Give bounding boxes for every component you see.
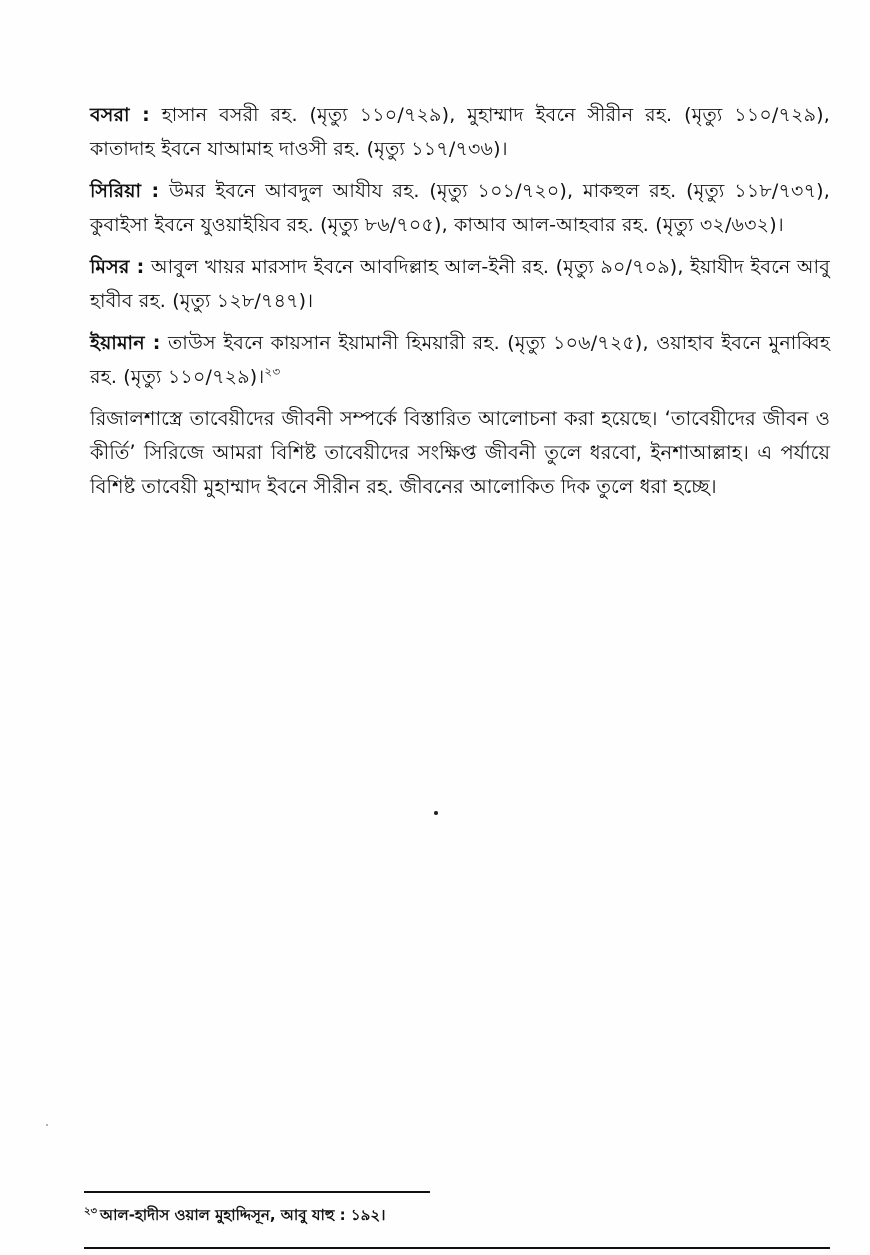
footnote-reference: ২৩ bbox=[264, 364, 281, 379]
region-label: সিরিয়া : bbox=[90, 180, 160, 202]
closing-paragraph: রিজালশাস্ত্রে তাবেয়ীদের জীবনী সম্পর্কে বিস্তারিত আলোচনা করা হয়েছে। ‘তাবেয়ীদের জীবন ও কীর্তি’ সিরিজে আমরা বিশিষ্ট তাবেয়ীদের সংক্ষিপ্ত জীবনী তুলে ধরবো, ইনশাআল্লাহ। এ পর্যায়ে বিশিষ্ট তাবেয়ী মুহাম্মাদ ইবনে সীরীন রহ. জীবনের আলোকিত দিক তুলে ধরা হচ্ছে। bbox=[90, 407, 830, 498]
region-paragraph-yemen bbox=[90, 326, 830, 394]
region-text: হাসান বসরী রহ. (মৃত্যু ১১০/৭২৯), মুহাম্মাদ ইবনে সীরীন রহ. (মৃত্যু ১১০/৭২৯), কাতাদাহ ইবনে যাআমাহ দাওসী রহ. (মৃত্যু ১১৭/৭৩৬)। bbox=[90, 104, 830, 160]
body-text bbox=[90, 98, 830, 524]
region-text: আবুল খায়র মারসাদ ইবনে আবদিল্লাহ আল-ইনী রহ. (মৃত্যু ৯০/৭০৯), ইয়াযীদ ইবনে আবু হাবীব রহ. (মৃত্যু ১২৮/৭৪৭)। bbox=[90, 256, 830, 312]
page-dot-mark bbox=[434, 811, 438, 815]
region-label: ইয়ামান : bbox=[90, 332, 161, 354]
footnote-text: আল-হাদীস ওয়াল মুহাদ্দিসূন, আবু যাহু : ১৯২। bbox=[100, 1206, 386, 1224]
region-text: তাউস ইবনে কায়সান ইয়ামানী হিময়ারী রহ. (মৃত্যু ১০৬/৭২৫), ওয়াহাব ইবনে মুনাব্বিহ রহ. (মৃত্যু ১১০/৭২৯)। bbox=[90, 332, 830, 388]
region-paragraph-syria bbox=[90, 174, 830, 242]
footnote-separator bbox=[84, 1191, 430, 1193]
region-label: মিসর : bbox=[90, 256, 145, 278]
bottom-rule bbox=[84, 1247, 830, 1249]
region-paragraph-egypt bbox=[90, 250, 830, 318]
page-speck-mark bbox=[46, 1124, 48, 1126]
region-paragraph-basra bbox=[90, 98, 830, 166]
footnote-number: ২৩ bbox=[84, 1206, 98, 1217]
footnote bbox=[84, 1204, 784, 1226]
region-text: উমর ইবনে আবদুল আযীয রহ. (মৃত্যু ১০১/৭২০), মাকহুল রহ. (মৃত্যু ১১৮/৭৩৭), কুবাইসা ইবনে যুওয়াইয়িব রহ. (মৃত্যু ৮৬/৭০৫), কাআব আল-আহবার রহ. (মৃত্যু ৩২/৬৩২)। bbox=[90, 180, 830, 236]
region-label: বসরা : bbox=[90, 104, 150, 126]
